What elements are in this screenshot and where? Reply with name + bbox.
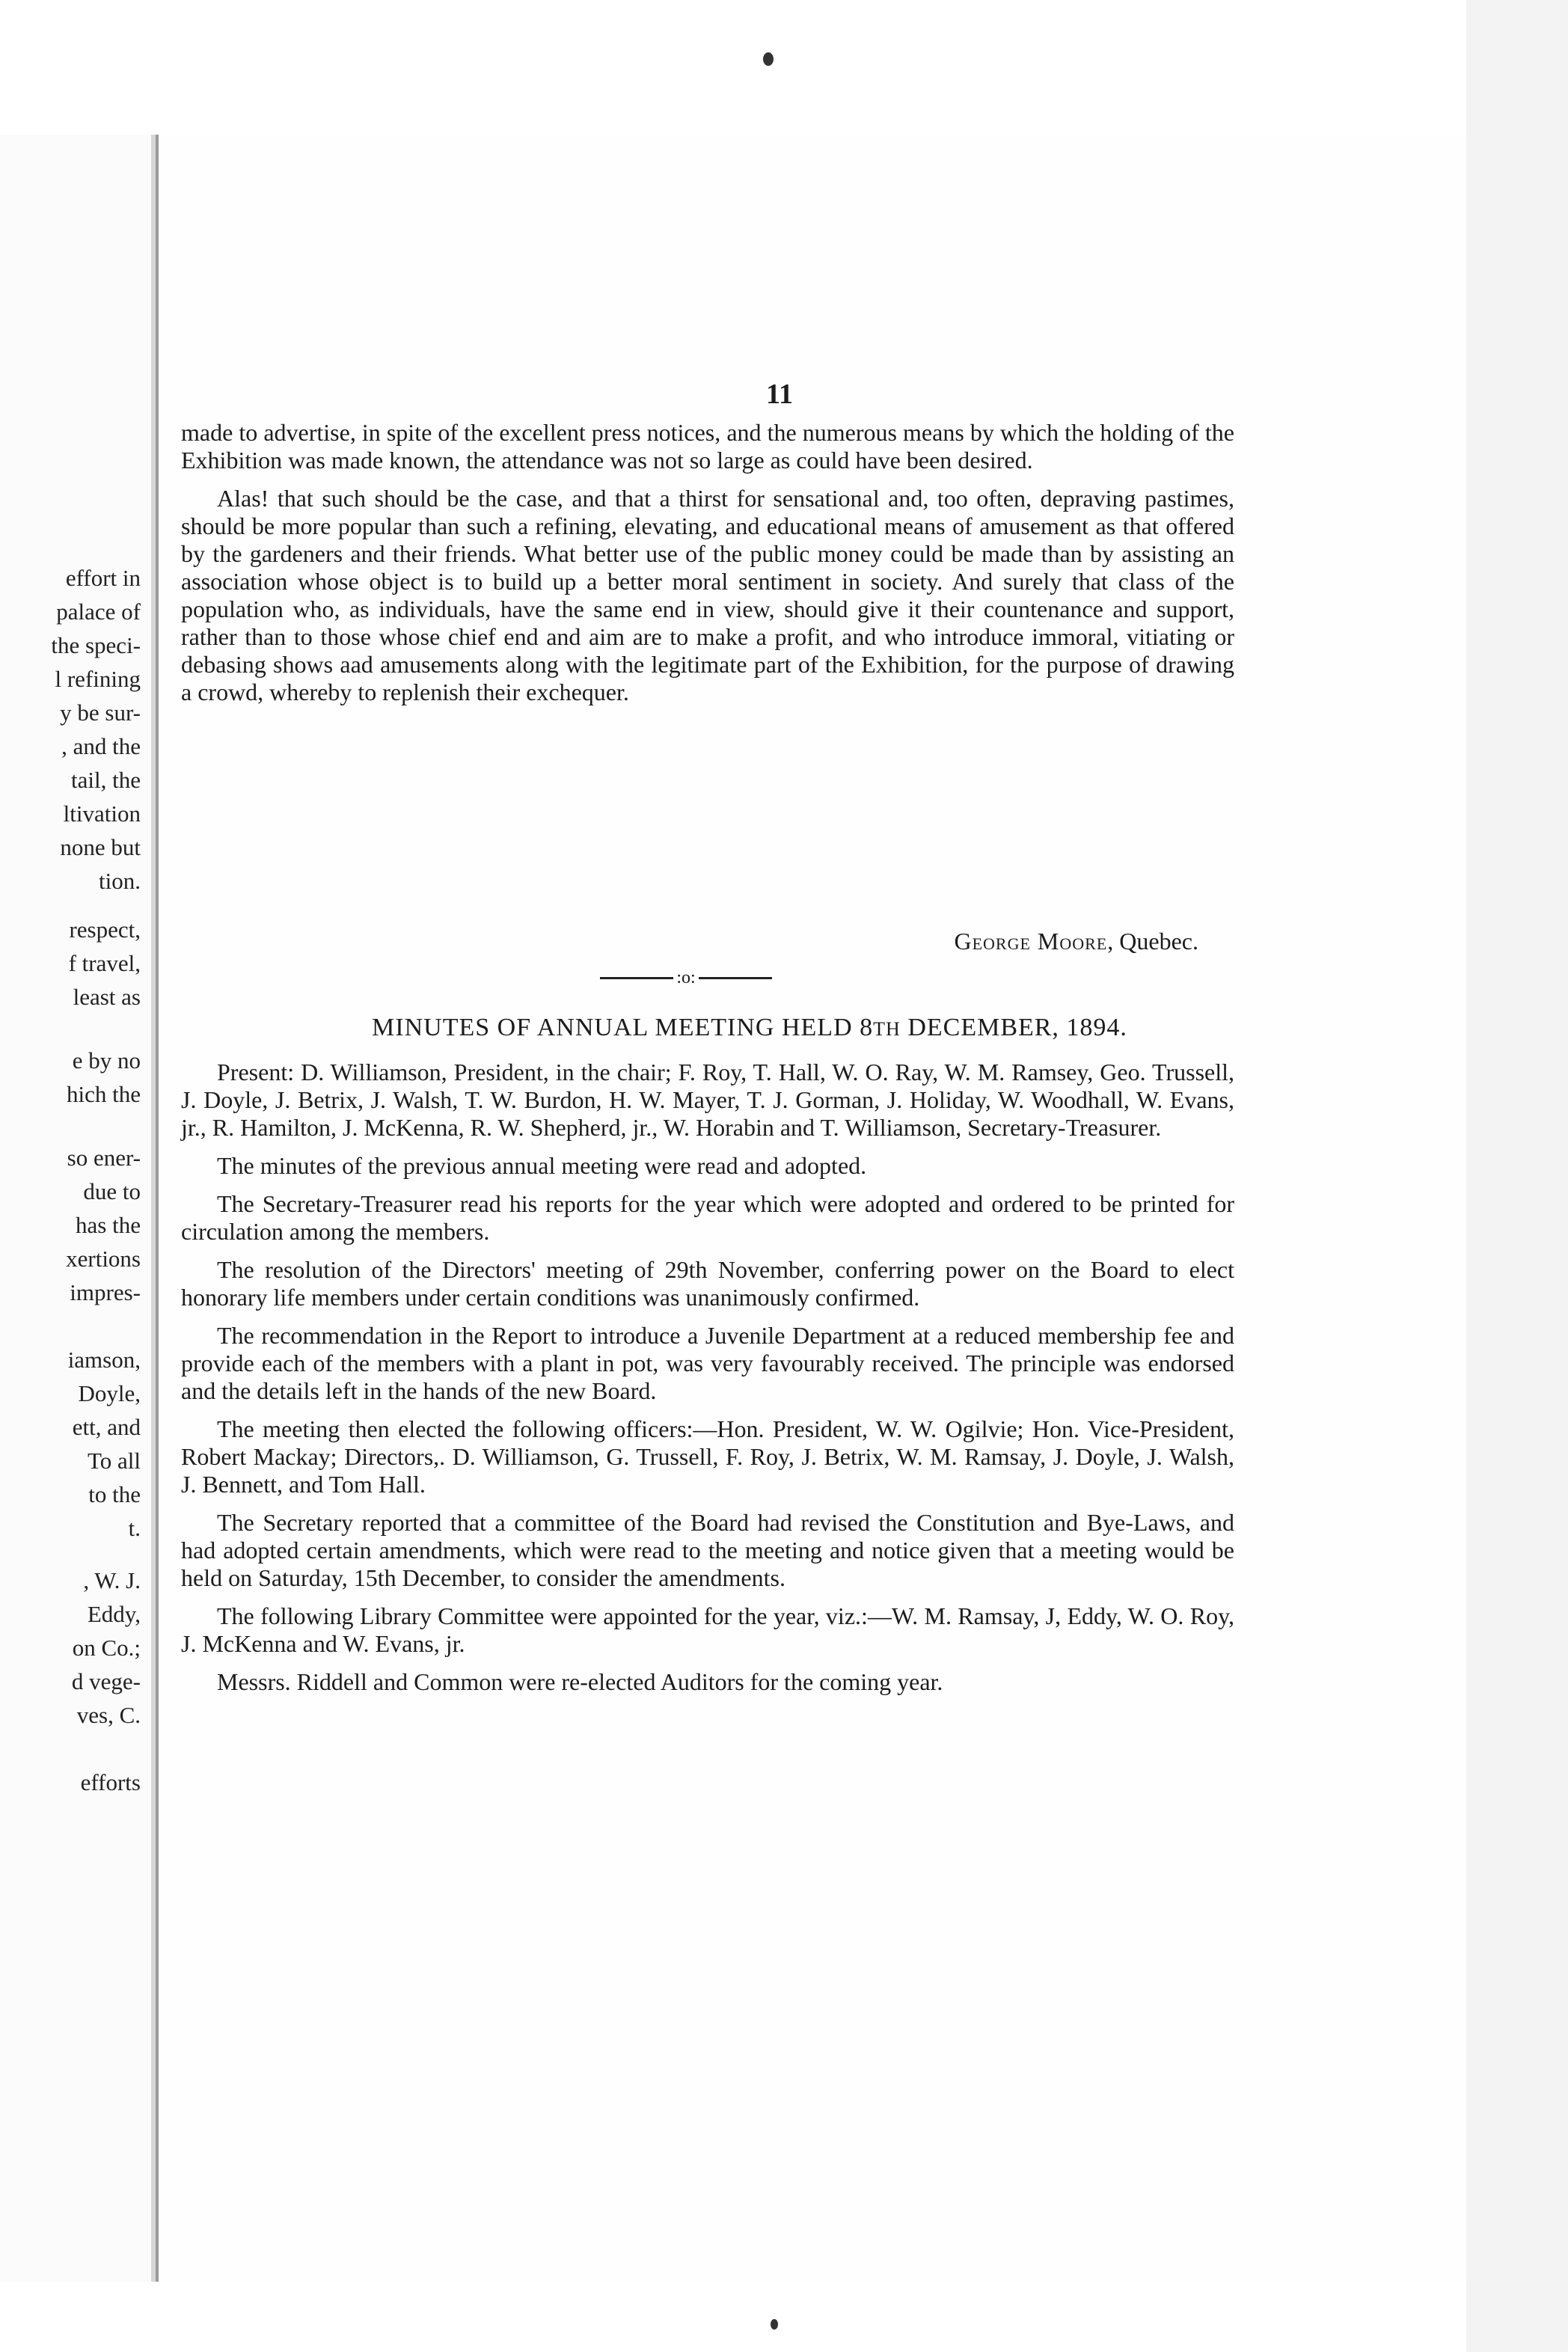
fragment-line: least as (73, 984, 141, 1010)
fragment-line: hich the (67, 1081, 141, 1107)
fragment-line: t. (128, 1515, 141, 1541)
divider-line (699, 977, 772, 979)
fragment-line: f travel, (68, 950, 141, 976)
author-name: George Moore (954, 928, 1108, 955)
fragment-line: has the (76, 1212, 141, 1238)
fragment-line: Eddy, (87, 1601, 141, 1627)
fragment-line: ltivation (63, 800, 141, 827)
fragment-line: y be sur- (60, 699, 141, 726)
fragment-line: effort in (65, 565, 141, 591)
fragment-line: impres- (70, 1279, 141, 1305)
fragment-line: ett, and (72, 1414, 141, 1440)
scan-speck (771, 2319, 778, 2330)
paragraph: The meeting then elected the following officers:—Hon. President, W. W. Ogilvie; Hon. Vice-President, Robert Mackay; Directors,. D. Williamson, G. Trussell, F. Roy, J. Betrix, W. M. Ramsay, J. Doyle, J. Walsh, J. Bennett, and Tom Hall. (181, 1415, 1234, 1498)
fragment-line: to the (88, 1481, 141, 1507)
fragment-line: none but (60, 834, 141, 860)
fragment-line: due to (83, 1178, 141, 1204)
heading-prefix: MINUTES OF ANNUAL MEETING HELD 8 (372, 1014, 874, 1041)
fragment-line: the speci- (51, 632, 141, 658)
document-page (159, 135, 1466, 2282)
paragraph: Messrs. Riddell and Common were re-elected Auditors for the coming year. (217, 1668, 943, 1695)
fragment-line: on Co.; (72, 1635, 141, 1661)
section-divider (600, 967, 772, 989)
fragment-line: so ener- (67, 1145, 141, 1171)
paragraph: The minutes of the previous annual meeting were read and adopted. (217, 1152, 867, 1179)
scan-speck (763, 52, 774, 66)
fragment-line: respect, (69, 916, 141, 943)
heading-suffix: DECEMBER, 1894. (900, 1014, 1127, 1041)
page-number: 11 (766, 379, 793, 410)
fragment-line: To all (87, 1448, 141, 1474)
fragment-line: efforts (80, 1769, 141, 1795)
paragraph: The Secretary reported that a committee of the Board had revised the Constitution and Bye-Laws, and had adopted certain amendments, which were read to the meeting and notice given that a meeting would be held on Saturday, 15th December, to consider the amendments. (181, 1509, 1234, 1591)
fragment-line: Doyle, (78, 1380, 141, 1406)
paragraph: made to advertise, in spite of the excellent press notices, and the numerous means by which the holding of the Exhibition was made known, the attendance was not so large as could have been desired. (181, 419, 1234, 474)
fragment-line: , and the (61, 733, 141, 759)
fragment-line: e by no (72, 1047, 141, 1074)
divider-line (600, 977, 673, 979)
fragment-line: , W. J. (83, 1567, 141, 1593)
fragment-line: xertions (66, 1246, 141, 1272)
author-place: , Quebec. (1107, 928, 1198, 955)
minutes-body (181, 1059, 1234, 1706)
scanner-background (1466, 0, 1568, 2352)
essay-conclusion (181, 419, 1234, 717)
fragment-line: tion. (99, 868, 141, 894)
fragment-line: ves, C. (76, 1702, 141, 1728)
paragraph: The following Library Committee were appointed for the year, viz.:—W. M. Ramsay, J, Eddy, W. O. Roy, J. McKenna and W. Evans, jr. (181, 1602, 1234, 1657)
paragraph: The Secretary-Treasurer read his reports for the year which were adopted and ordered to be printed for circulation among the members. (181, 1190, 1234, 1245)
fragment-line: tail, the (71, 767, 141, 793)
paragraph: Present: D. Williamson, President, in the chair; F. Roy, T. Hall, W. O. Ray, W. M. Ramsey, Geo. Trussell, J. Doyle, J. Betrix, J. Walsh, T. W. Burdon, H. W. Mayer, T. J. Gorman, J. Holiday, W. Woodhall, W. Evans, jr., R. Hamilton, J. McKenna, R. W. Shepherd, jr., W. Horabin and T. Williamson, Secretary-Treasurer. (181, 1059, 1234, 1141)
minutes-heading (159, 1014, 1341, 1042)
heading-ordinal: TH (873, 1018, 901, 1040)
fragment-line: d vege- (71, 1668, 141, 1694)
paragraph: Alas! that such should be the case, and that a thirst for sensational and, too often, depraving pastimes, should be more popular than such a refining, elevating, and educational means of amusement as that offered by the gardeners and their friends. What better use of the public money could be made than by assisting an association whose object is to build up a better moral sentiment in society. And surely that class of the population who, as individuals, have the same end in view, should give it their countenance and support, rather than to those whose chief end and aim are to make a profit, and who introduce immoral, vitiating or debasing shows aad amusements along with the legitimate part of the Exhibition, for the purpose of drawing a crowd, whereby to replenish their exchequer. (181, 485, 1234, 705)
fragment-line: palace of (56, 598, 141, 625)
paragraph: The recommendation in the Report to introduce a Juvenile Department at a reduced membership fee and provide each of the members with a plant in pot, was very favourably received. The principle was endorsed and the details left in the hands of the new Board. (181, 1322, 1234, 1404)
fragment-line: iamson, (67, 1347, 141, 1373)
author-signature (159, 928, 1198, 955)
fragment-line: l refining (55, 666, 141, 692)
paragraph: The resolution of the Directors' meeting of 29th November, conferring power on the Board to elect honorary life members under certain conditions was unanimously confirmed. (181, 1256, 1234, 1311)
divider-mark: :o: (676, 967, 696, 987)
previous-page-fragment (0, 135, 160, 2282)
